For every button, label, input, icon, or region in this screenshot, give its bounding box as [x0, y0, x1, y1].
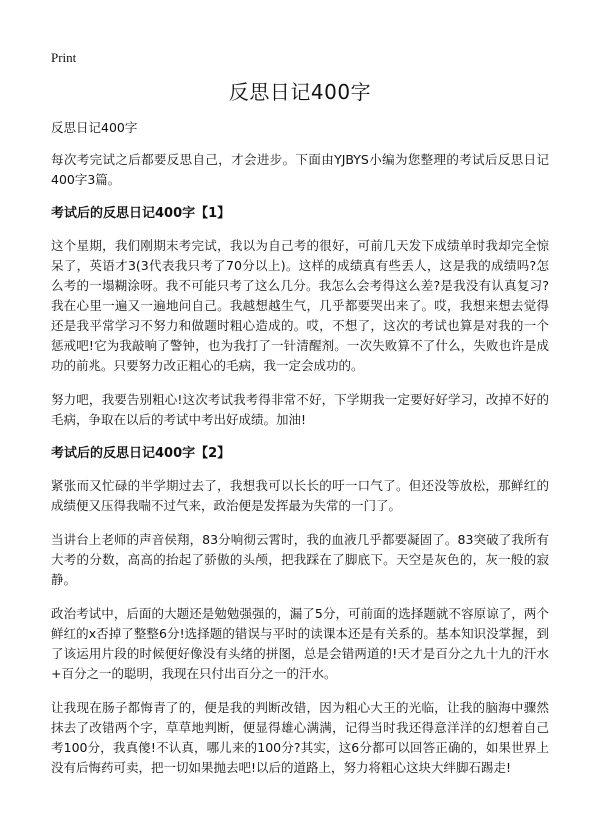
article-subtitle: 反思日记400字	[51, 120, 138, 135]
article-body	[51, 118, 549, 792]
paragraph: 紧张而又忙碌的半学期过去了，我想我可以长长的吁一口气了。但还没等放松，那鲜红的成绩便又压得我喘不过气来，政治便是发挥最为失常的一门了。	[51, 478, 549, 513]
paragraph: 让我现在肠子都悔青了的，便是我的判断改错，因为粗心大王的光临，让我的脑海中骤然抹去了改错两个字，草草地判断，便显得雄心满满，记得当时我还得意洋洋的幻想着自己考100分，我真傻!不认真，哪儿来的100分?其实，这6分都可以回答正确的，如果世界上没有后悔药可卖，把一切如果抛去吧!以后的道路上，努力将粗心这块大绊脚石踢走!	[51, 700, 549, 775]
paragraph: 这个星期，我们刚期末考完试，我以为自己考的很好，可前几天发下成绩单时我却完全惊呆了，英语才3(3代表我只考了70分以上)。这样的成绩真有些丢人，这是我的成绩吗?怎么考的一塌糊涂呀。我不可能只考了这么几分。我怎么会考得这么差?是我没有认真复习?我在心里一遍又一遍地问自己。我越想越生气，几乎都要哭出来了。哎，我想来想去觉得还是我平常学习不努力和做题时粗心造成的。哎，不想了，这次的考试也算是对我的一个惩戒吧!它为我敲响了警钟，也为我打了一针清醒剂。一次失败算不了什么，失败也许是成功的前兆。只要努力改正粗心的毛病，我一定会成功的。	[51, 238, 549, 373]
paragraph: 政治考试中，后面的大题还是勉勉强强的，漏了5分，可前面的选择题就不容原谅了，两个鲜红的x否掉了整整6分!选择题的错误与平时的读课本还是有关系的。基本知识没掌握，到了该运用片段的时候便好像没有头绪的拼图，总是会错两道的!天才是百分之九十九的汗水+百分之一的聪明，我现在只付出百分之一的汗水。	[51, 606, 549, 681]
paragraph: 努力吧，我要告别粗心!这次考试我考得非常不好，下学期我一定要好好学习，改掉不好的毛病，争取在以后的考试中考出好成绩。加油!	[51, 392, 549, 427]
page-title: 反思日记400字	[228, 80, 372, 104]
section-heading-1: 考试后的反思日记400字【1】	[51, 206, 231, 221]
paragraph: 当讲台上老师的声音侯翔，83分响彻云霄时，我的血液几乎都要凝固了。83突破了我所有大考的分数，高高的抬起了骄傲的头颅，把我踩在了脚底下。天空是灰色的，灰一般的寂静。	[51, 532, 549, 587]
intro-paragraph: 每次考完试之后都要反思自己，才会进步。下面由YJBYS小编为您整理的考试后反思日记400字3篇。	[51, 152, 549, 187]
section-heading-2: 考试后的反思日记400字【2】	[51, 446, 231, 461]
print-link[interactable]: Print	[51, 50, 77, 65]
